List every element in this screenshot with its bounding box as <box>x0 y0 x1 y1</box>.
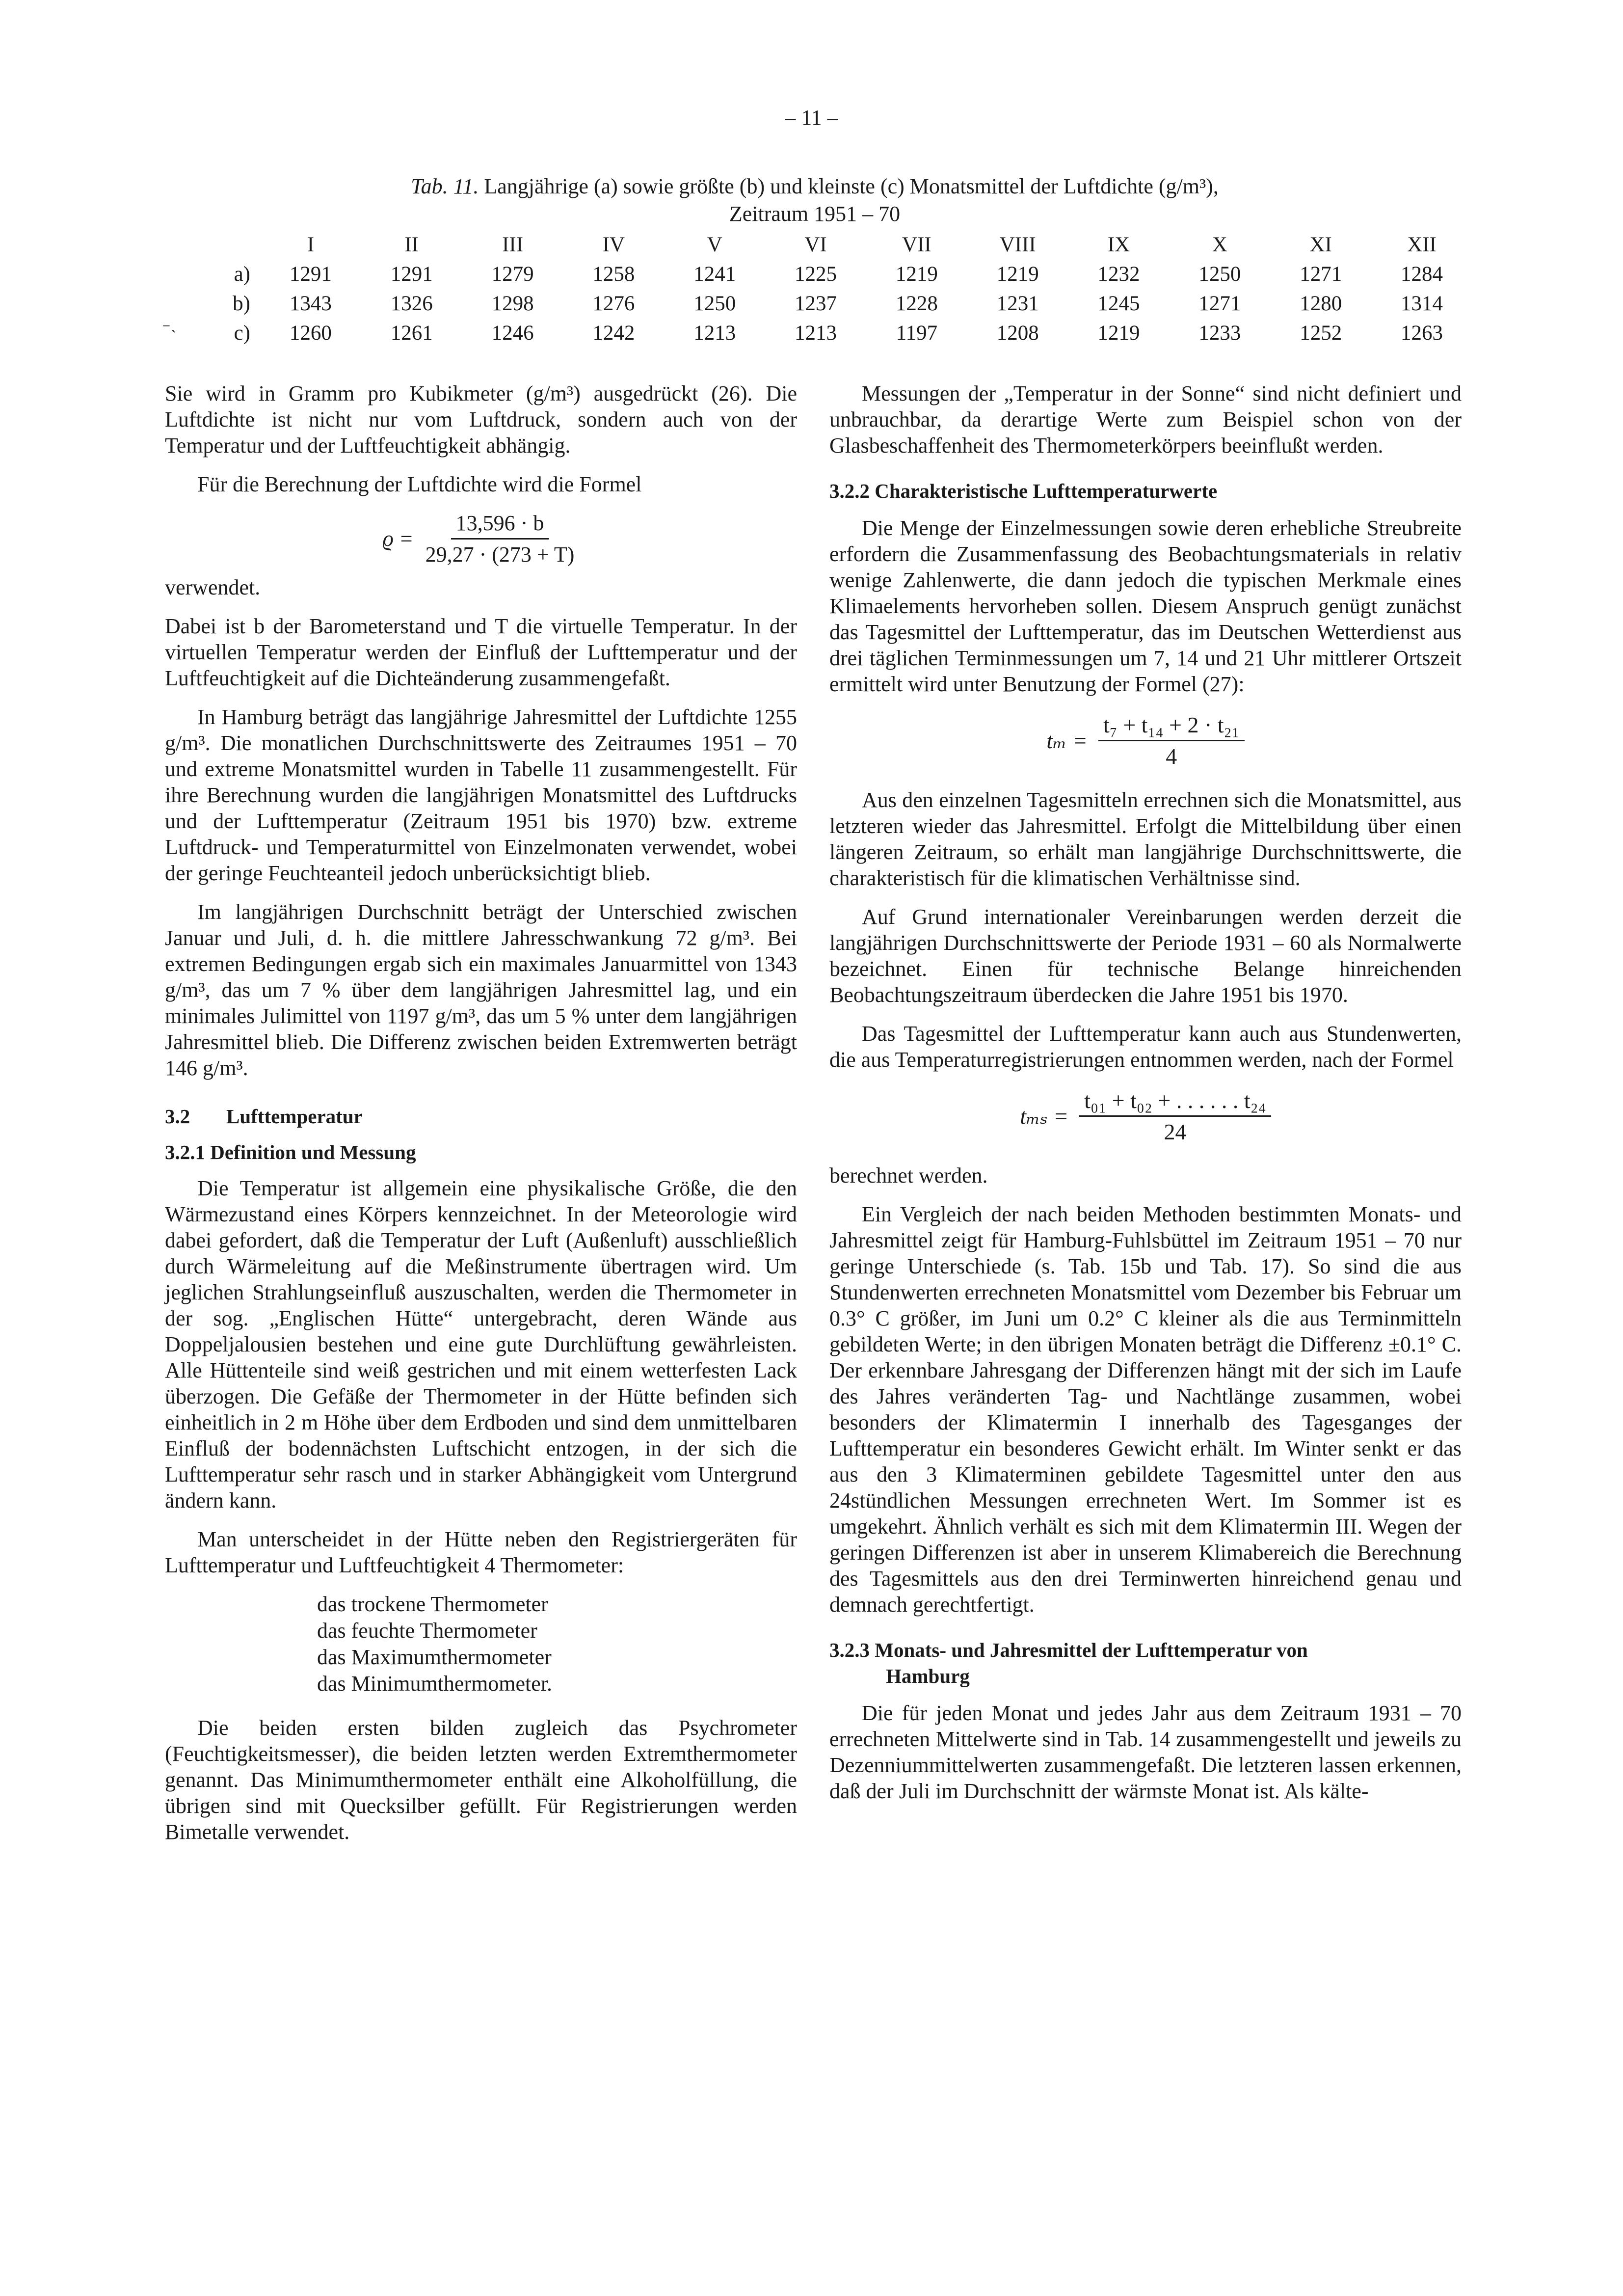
paragraph: Das Tagesmittel der Lufttemperatur kann auch aus Stundenwerten, die aus Temperaturregistrierungen entnommen werden, nach der Formel <box>829 1022 1462 1072</box>
density-table <box>186 230 1472 348</box>
list-item: das feuchte Thermometer <box>317 1619 537 1643</box>
formula-denominator: 4 <box>1166 744 1177 769</box>
paragraph: Auf Grund internationaler Vereinbarungen werden derzeit die langjährigen Durchschnittswerte der Periode 1931 – 60 als Normalwerte bezeichnet. Einen für technische Belange hinreichenden Beobachtungszeitraum überdecken die Jahre 1951 bis 1970. <box>829 905 1462 1007</box>
list-item: das trockene Thermometer <box>317 1592 548 1616</box>
row-label: b) <box>233 292 250 315</box>
table-cell: 1343 <box>289 292 332 315</box>
formula-numerator: t₇ + t₁₄ + 2 · t₂₁ <box>1098 712 1245 741</box>
paragraph: verwendet. <box>165 575 261 599</box>
paragraph: Die für jeden Monat und jedes Jahr aus dem Zeitraum 1931 – 70 errechneten Mittelwerte sind in Tab. 14 zusammengestellt und jeweils zu Dezenniummittelwerten zusammengefaßt. Die letzteren lassen erkennen, daß der Juli im Durchschnitt der wärmste Monat ist. Als kälte- <box>829 1701 1462 1803</box>
table-cell: 1271 <box>1198 292 1241 315</box>
table-cell: 1231 <box>996 292 1039 315</box>
paragraph: Die Menge der Einzelmessungen sowie deren erhebliche Streubreite erfordern die Zusammenfassung des Beobachtungsmaterials in relativ wenige Zahlenwerte, die dann jedoch die typischen Merkmale eines Klimaelements hervorheben sollen. Diesem Anspruch genügt zunächst das Tagesmittel der Lufttemperatur, das im Deutschen Wetterdienst aus drei täglichen Terminmessungen um 7, 14 und 21 Uhr mittlerer Ortszeit ermittelt wird unter Benutzung der Formel (27): <box>829 516 1462 696</box>
formula-lhs: tₘ = <box>1046 728 1088 753</box>
table-cell: 1233 <box>1198 321 1241 345</box>
month-header: VI <box>804 233 827 256</box>
table-header-row <box>186 230 1472 259</box>
month-header: I <box>307 233 315 256</box>
month-header: II <box>404 233 419 256</box>
month-header: VII <box>902 233 931 256</box>
table-cell: 1242 <box>592 321 635 345</box>
table-cell: 1197 <box>896 321 938 345</box>
month-header: V <box>707 233 722 256</box>
list-item: das Maximumthermometer <box>317 1645 552 1669</box>
formula-fraction <box>1079 1087 1271 1145</box>
right-column <box>829 380 1462 1817</box>
table-cell: 1219 <box>996 262 1039 286</box>
table-cell: 1246 <box>491 321 534 345</box>
formula-denominator: 24 <box>1164 1119 1187 1144</box>
paragraph: Sie wird in Gramm pro Kubikmeter (g/m³) ausgedrückt (26). Die Luftdichte ist nicht nur vom Luftdruck, sondern auch von der Temperatur und der Luftfeuchtigkeit abhängig. <box>165 381 797 458</box>
daily-mean-formula <box>829 712 1462 769</box>
table-cell: 1291 <box>390 262 433 286</box>
paragraph: Aus den einzelnen Tagesmitteln errechnen sich die Monatsmittel, aus letzteren wieder das Jahresmittel. Erfolgt die Mittelbildung über einen längeren Zeitraum, so erhält man langjährige Durchschnittswerte, die charakteristisch für die klimatischen Verhältnisse sind. <box>829 788 1462 890</box>
table-cell: 1298 <box>491 292 534 315</box>
page-number: – 11 – <box>785 106 838 130</box>
paragraph: Für die Berechnung der Luftdichte wird die Formel <box>197 472 642 496</box>
month-header: IV <box>602 233 625 256</box>
list-item: das Minimumthermometer. <box>317 1672 553 1696</box>
table-cell: 1271 <box>1300 262 1342 286</box>
table-cell: 1250 <box>693 292 736 315</box>
table-cell: 1213 <box>795 321 837 345</box>
section-heading-3-2-2: 3.2.2 Charakteristische Lufttemperaturwerte <box>829 480 1218 502</box>
formula-fraction <box>421 510 580 567</box>
table-cell: 1263 <box>1401 321 1443 345</box>
table-row <box>186 318 1472 348</box>
table-cell: 1225 <box>795 262 837 286</box>
table-cell: 1284 <box>1401 262 1443 286</box>
paragraph: Messungen der „Temperatur in der Sonne“ sind nicht definiert und unbrauchbar, da derartige Werte zum Beispiel schon von der Glasbeschaffenheit des Thermometerkörpers beeinflußt werden. <box>829 381 1462 458</box>
table-cell: 1260 <box>289 321 332 345</box>
hourly-mean-formula <box>829 1087 1462 1145</box>
section-heading-3-2: 3.2 Lufttemperatur <box>165 1105 363 1128</box>
formula-fraction <box>1098 712 1245 769</box>
table-cell: 1291 <box>289 262 332 286</box>
left-column <box>165 380 797 1858</box>
paragraph: In Hamburg beträgt das langjährige Jahresmittel der Luftdichte 1255 g/m³. Die monatlichen Durchschnittswerte des Zeitraumes 1951 – 70 und extreme Monatsmittel wurden in Tabelle 11 zusammengestellt. Für ihre Berechnung wurden die langjährigen Monatsmittel des Luftdrucks und der Lufttemperatur (Zeitraum 1951 bis 1970) bzw. extreme Luftdruck- und Temperaturmittel von Einzelmonaten verwendet, wobei der geringe Feuchteanteil jedoch unberücksichtigt blieb. <box>165 705 797 885</box>
formula-numerator: t₀₁ + t₀₂ + . . . . . . t₂₄ <box>1079 1087 1271 1117</box>
density-formula <box>165 510 797 567</box>
table-cell: 1241 <box>693 262 736 286</box>
paragraph: Man unterscheidet in der Hütte neben den Registriergeräten für Lufttemperatur und Luftfeuchtigkeit 4 Thermometer: <box>165 1527 797 1577</box>
paragraph: Ein Vergleich der nach beiden Methoden bestimmten Monats- und Jahresmittel zeigt für Hamburg-Fuhlsbüttel im Zeitraum 1951 – 70 nur geringe Unterschiede (s. Tab. 15b und Tab. 17). So sind die aus Stundenwerten errechneten Monatsmittel vom Dezember bis Februar um 0.3° C größer, im Juni um 0.2° C kleiner als die aus Terminmitteln gebildeten Werte; in den übrigen Monaten beträgt die Differenz ±0.1° C. Der erkennbare Jahresgang der Differenzen hängt mit der sich im Laufe des Jahres veränderten Tag- und Nachtlänge zusammen, wobei besonders der Klimatermin I innerhalb des Tagesganges der Lufttemperatur ein besonderes Gewicht erhält. Im Winter senkt er das aus den 3 Klimaterminen gebildete Tagesmittel unter den aus 24stündlichen Messungen errechneten Wert. Im Sommer ist es umgekehrt. Ähnlich verhält es sich mit dem Klimatermin III. Wegen der geringen Differenzen ist aber in unserem Klimabereich die Berechnung des Tagesmittels aus den drei Terminwerten hinreichend genau und demnach gerechtfertigt. <box>829 1202 1462 1617</box>
table-row <box>186 289 1472 318</box>
formula-numerator: 13,596 · b <box>451 510 549 540</box>
paragraph: Die Temperatur ist allgemein eine physikalische Größe, die den Wärmezustand eines Körpers kennzeichnet. In der Meteorologie wird dabei gefordert, daß die Temperatur der Luft (Außenluft) ausschließlich durch Wärmeleitung auf die Meßinstrumente übertragen wird. Um jeglichen Strahlungseinfluß auszuschalten, werden die Thermometer in der sog. „Englischen Hütte“ untergebracht, deren Wände aus Doppeljalousien bestehen und eine gute Durchlüftung gewährleisten. Alle Hüttenteile sind weiß gestrichen und mit einem wetterfesten Lack überzogen. Die Gefäße der Thermometer in der Hütte befinden sich einheitlich in 2 m Höhe über dem Erdboden und sind dem unmittelbaren Einfluß der bodennächsten Luftschicht entzogen, in der sich die Lufttemperatur sehr rasch und in starker Abhängigkeit vom Untergrund ändern kann. <box>165 1176 797 1513</box>
table-cell: 1276 <box>592 292 635 315</box>
table-cell: 1208 <box>996 321 1039 345</box>
table-cell: 1314 <box>1401 292 1443 315</box>
margin-tick-mark: ⁻˴ <box>162 320 177 338</box>
month-header: III <box>502 233 524 256</box>
table-body <box>186 259 1472 348</box>
table-cell: 1213 <box>693 321 736 345</box>
formula-denominator: 29,27 · (273 + T) <box>425 542 575 567</box>
paragraph: berechnet werden. <box>829 1163 988 1188</box>
paragraph: Im langjährigen Durchschnitt beträgt der Unterschied zwischen Januar und Juli, d. h. die mittlere Jahresschwankung 72 g/m³. Bei extremen Bedingungen ergab sich ein maximales Januarmittel von 1343 g/m³, das um 7 % über dem langjährigen Jahresmittel lag, und ein minimales Julimittel von 1197 g/m³, das um 5 % unter dem langjährigen Jahresmittel blieb. Die Differenz zwischen beiden Extremwerten beträgt 146 g/m³. <box>165 900 797 1080</box>
table-caption <box>206 173 1423 228</box>
section-heading-3-2-3: 3.2.3 Monats- und Jahresmittel der Lufttemperatur von Hamburg <box>829 1639 1308 1687</box>
formula-lhs: tₘₛ = <box>1020 1104 1069 1129</box>
month-header: IX <box>1107 233 1130 256</box>
section-heading-3-2-1: 3.2.1 Definition und Messung <box>165 1141 416 1163</box>
month-header: XII <box>1407 233 1437 256</box>
table-cell: 1245 <box>1097 292 1140 315</box>
table-cell: 1252 <box>1300 321 1342 345</box>
table-cell: 1232 <box>1097 262 1140 286</box>
table-cell: 1250 <box>1198 262 1241 286</box>
table-cell: 1228 <box>895 292 938 315</box>
thermometer-list <box>165 1591 797 1697</box>
table-cell: 1326 <box>390 292 433 315</box>
table-cell: 1219 <box>895 262 938 286</box>
paragraph: Die beiden ersten bilden zugleich das Psychrometer (Feuchtigkeitsmesser), die beiden letzten werden Extremthermometer genannt. Das Minimumthermometer enthält eine Alkoholfüllung, die übrigen sind mit Quecksilber gefüllt. Für Registrierungen werden Bimetalle verwendet. <box>165 1716 797 1844</box>
month-header: VIII <box>999 233 1036 256</box>
row-label: c) <box>234 321 250 345</box>
table-cell: 1261 <box>390 321 433 345</box>
table-cell: 1237 <box>795 292 837 315</box>
row-label: a) <box>234 262 250 286</box>
month-header: XI <box>1309 233 1332 256</box>
table-cell: 1219 <box>1097 321 1140 345</box>
table-caption-label: Tab. 11. <box>411 174 479 198</box>
table-cell: 1258 <box>592 262 635 286</box>
table-corner <box>186 230 260 259</box>
table-row <box>186 259 1472 289</box>
month-header: X <box>1212 233 1227 256</box>
table-cell: 1280 <box>1300 292 1342 315</box>
paragraph: Dabei ist b der Barometerstand und T die virtuelle Temperatur. In der virtuellen Temperatur werden der Einfluß der Lufttemperatur und der Luftfeuchtigkeit auf die Dichteänderung zusammengefaßt. <box>165 614 797 690</box>
table-cell: 1279 <box>491 262 534 286</box>
table-caption-line2: Zeitraum 1951 – 70 <box>729 202 901 226</box>
table-caption-text: Langjährige (a) sowie größte (b) und kleinste (c) Monatsmittel der Luftdichte (g/m³), <box>484 174 1219 198</box>
formula-lhs: ϱ = <box>382 527 414 551</box>
